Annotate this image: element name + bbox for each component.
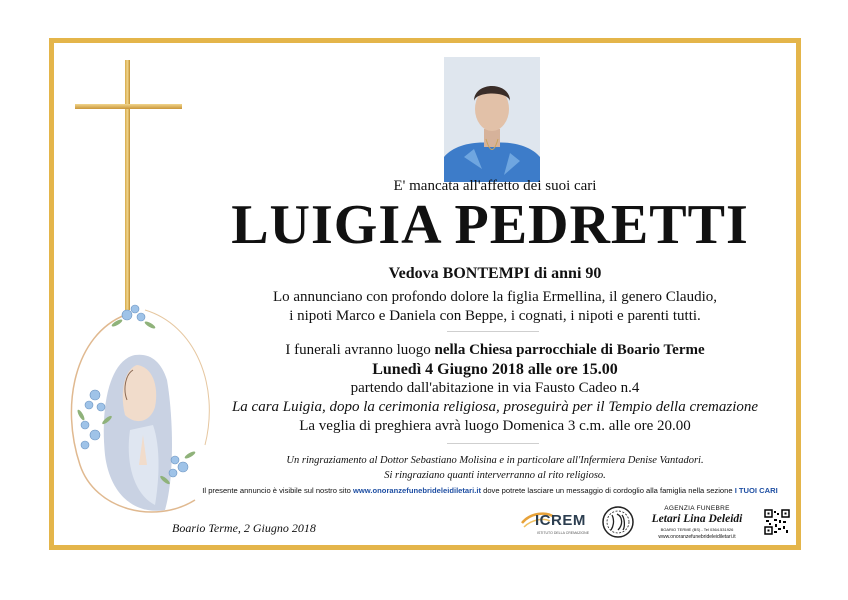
place-date: Boario Terme, 2 Giugno 2018 [172, 521, 316, 535]
cross-icon-bar [75, 104, 182, 109]
thanks-line: Un ringraziamento al Dottor Sebastiano Molisina e in particolare all'Infermiera Denise Vantadori. [286, 455, 704, 466]
icrem-logo-subtitle: ISTITUTO DELLA CREMAZIONE [536, 531, 590, 535]
divider [447, 443, 539, 444]
qr-code-icon[interactable] [764, 509, 790, 535]
thanks-line: Si ringraziano quanti interverranno al rito religioso. [384, 470, 606, 481]
funeral-details [190, 341, 800, 436]
notice-prefix: Il presente annuncio è visibile sul nostro sito [202, 486, 353, 495]
deceased-photo [444, 57, 540, 182]
agency-logo [637, 505, 757, 540]
agency-address: BOARIO TERME (BS) - Tel 0364.531926 [660, 527, 734, 532]
thanks-text [190, 453, 800, 483]
intro-text: E' mancata all'affetto dei suoi cari [393, 178, 597, 194]
funeral-location-prefix: I funerali avranno luogo [285, 342, 435, 358]
cross-icon [125, 60, 130, 310]
cremation-note: La cara Luigia, dopo la cerimonia religiosa, proseguirà per il Tempio della cremazione [231, 399, 759, 415]
vigil-note: La veglia di preghiera avrà luogo Domenica 3 c.m. alle ore 20.00 [299, 418, 691, 434]
agency-website[interactable]: www.onoranzefunebrideleidiletari.it [658, 534, 736, 540]
website-link[interactable]: www.onoranzefunebrideleidiletari.it [352, 486, 481, 495]
agency-title: AGENZIA FUNEBRE [664, 505, 730, 512]
section-link[interactable]: I TUOI CARI [734, 486, 778, 495]
funeral-location [190, 341, 800, 360]
divider [447, 331, 539, 332]
widow-subtitle: Vedova BONTEMPI di anni 90 [388, 265, 602, 282]
notice-middle: dove potrete lasciare un messaggio di cordoglio alla famiglia nella sezione [480, 486, 735, 495]
funeral-location-church: nella Chiesa parrocchiale di Boario Terme [434, 342, 705, 358]
funeral-datetime: Lunedì 4 Giugno 2018 alle ore 15.00 [372, 361, 618, 378]
website-notice [200, 486, 780, 495]
funeral-departure: partendo dall'abitazione in via Fausto Cadeo n.4 [350, 380, 640, 396]
announcement-line: i nipoti Marco e Daniela con Beppe, i cognati, i nipoti e parenti tutti. [289, 308, 701, 324]
deceased-name: LUIGIA PEDRETTI [231, 194, 749, 256]
agency-name: Letari Lina Deleidi [651, 513, 743, 525]
agency-monogram-icon [601, 505, 635, 539]
icrem-logo-text: ICREM [535, 512, 586, 529]
announcement [190, 288, 800, 326]
announcement-line: Lo annunciano con profondo dolore la figlia Ermellina, il genero Claudio, [272, 289, 718, 305]
